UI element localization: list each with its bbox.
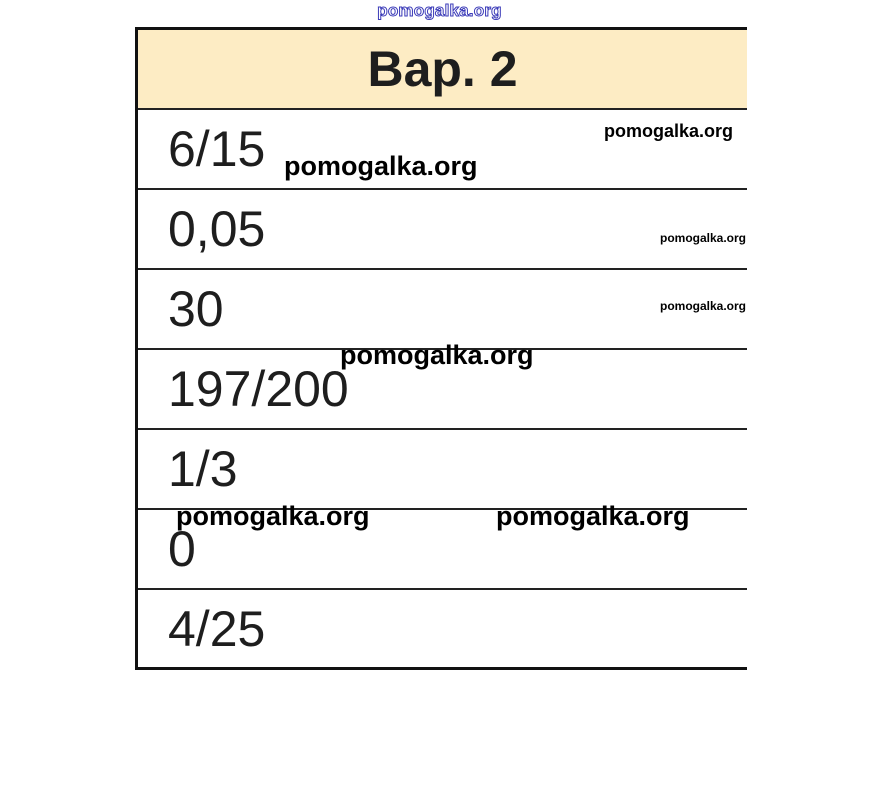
table-row: 6/15: [138, 110, 747, 190]
table-row: 197/200: [138, 350, 747, 430]
watermark-text: pomogalka.org: [496, 501, 690, 531]
watermark-text: pomogalka.org: [660, 231, 747, 245]
watermark-text: pomogalka.org: [284, 151, 478, 181]
table-row: 0: [138, 510, 747, 590]
table-row: 30: [138, 270, 747, 350]
table-row: 1/3: [138, 430, 747, 510]
watermark-text: pomogalka.org: [176, 501, 370, 531]
table-header: Вар. 2: [138, 30, 747, 110]
top-watermark: pomogalka.org: [377, 1, 502, 20]
table-row: 4/25: [138, 590, 747, 670]
watermark-text: pomogalka.org: [604, 121, 734, 141]
table-row: 0,05: [138, 190, 747, 270]
watermark-text: pomogalka.org: [340, 340, 534, 370]
watermark-text: pomogalka.org: [660, 299, 747, 313]
